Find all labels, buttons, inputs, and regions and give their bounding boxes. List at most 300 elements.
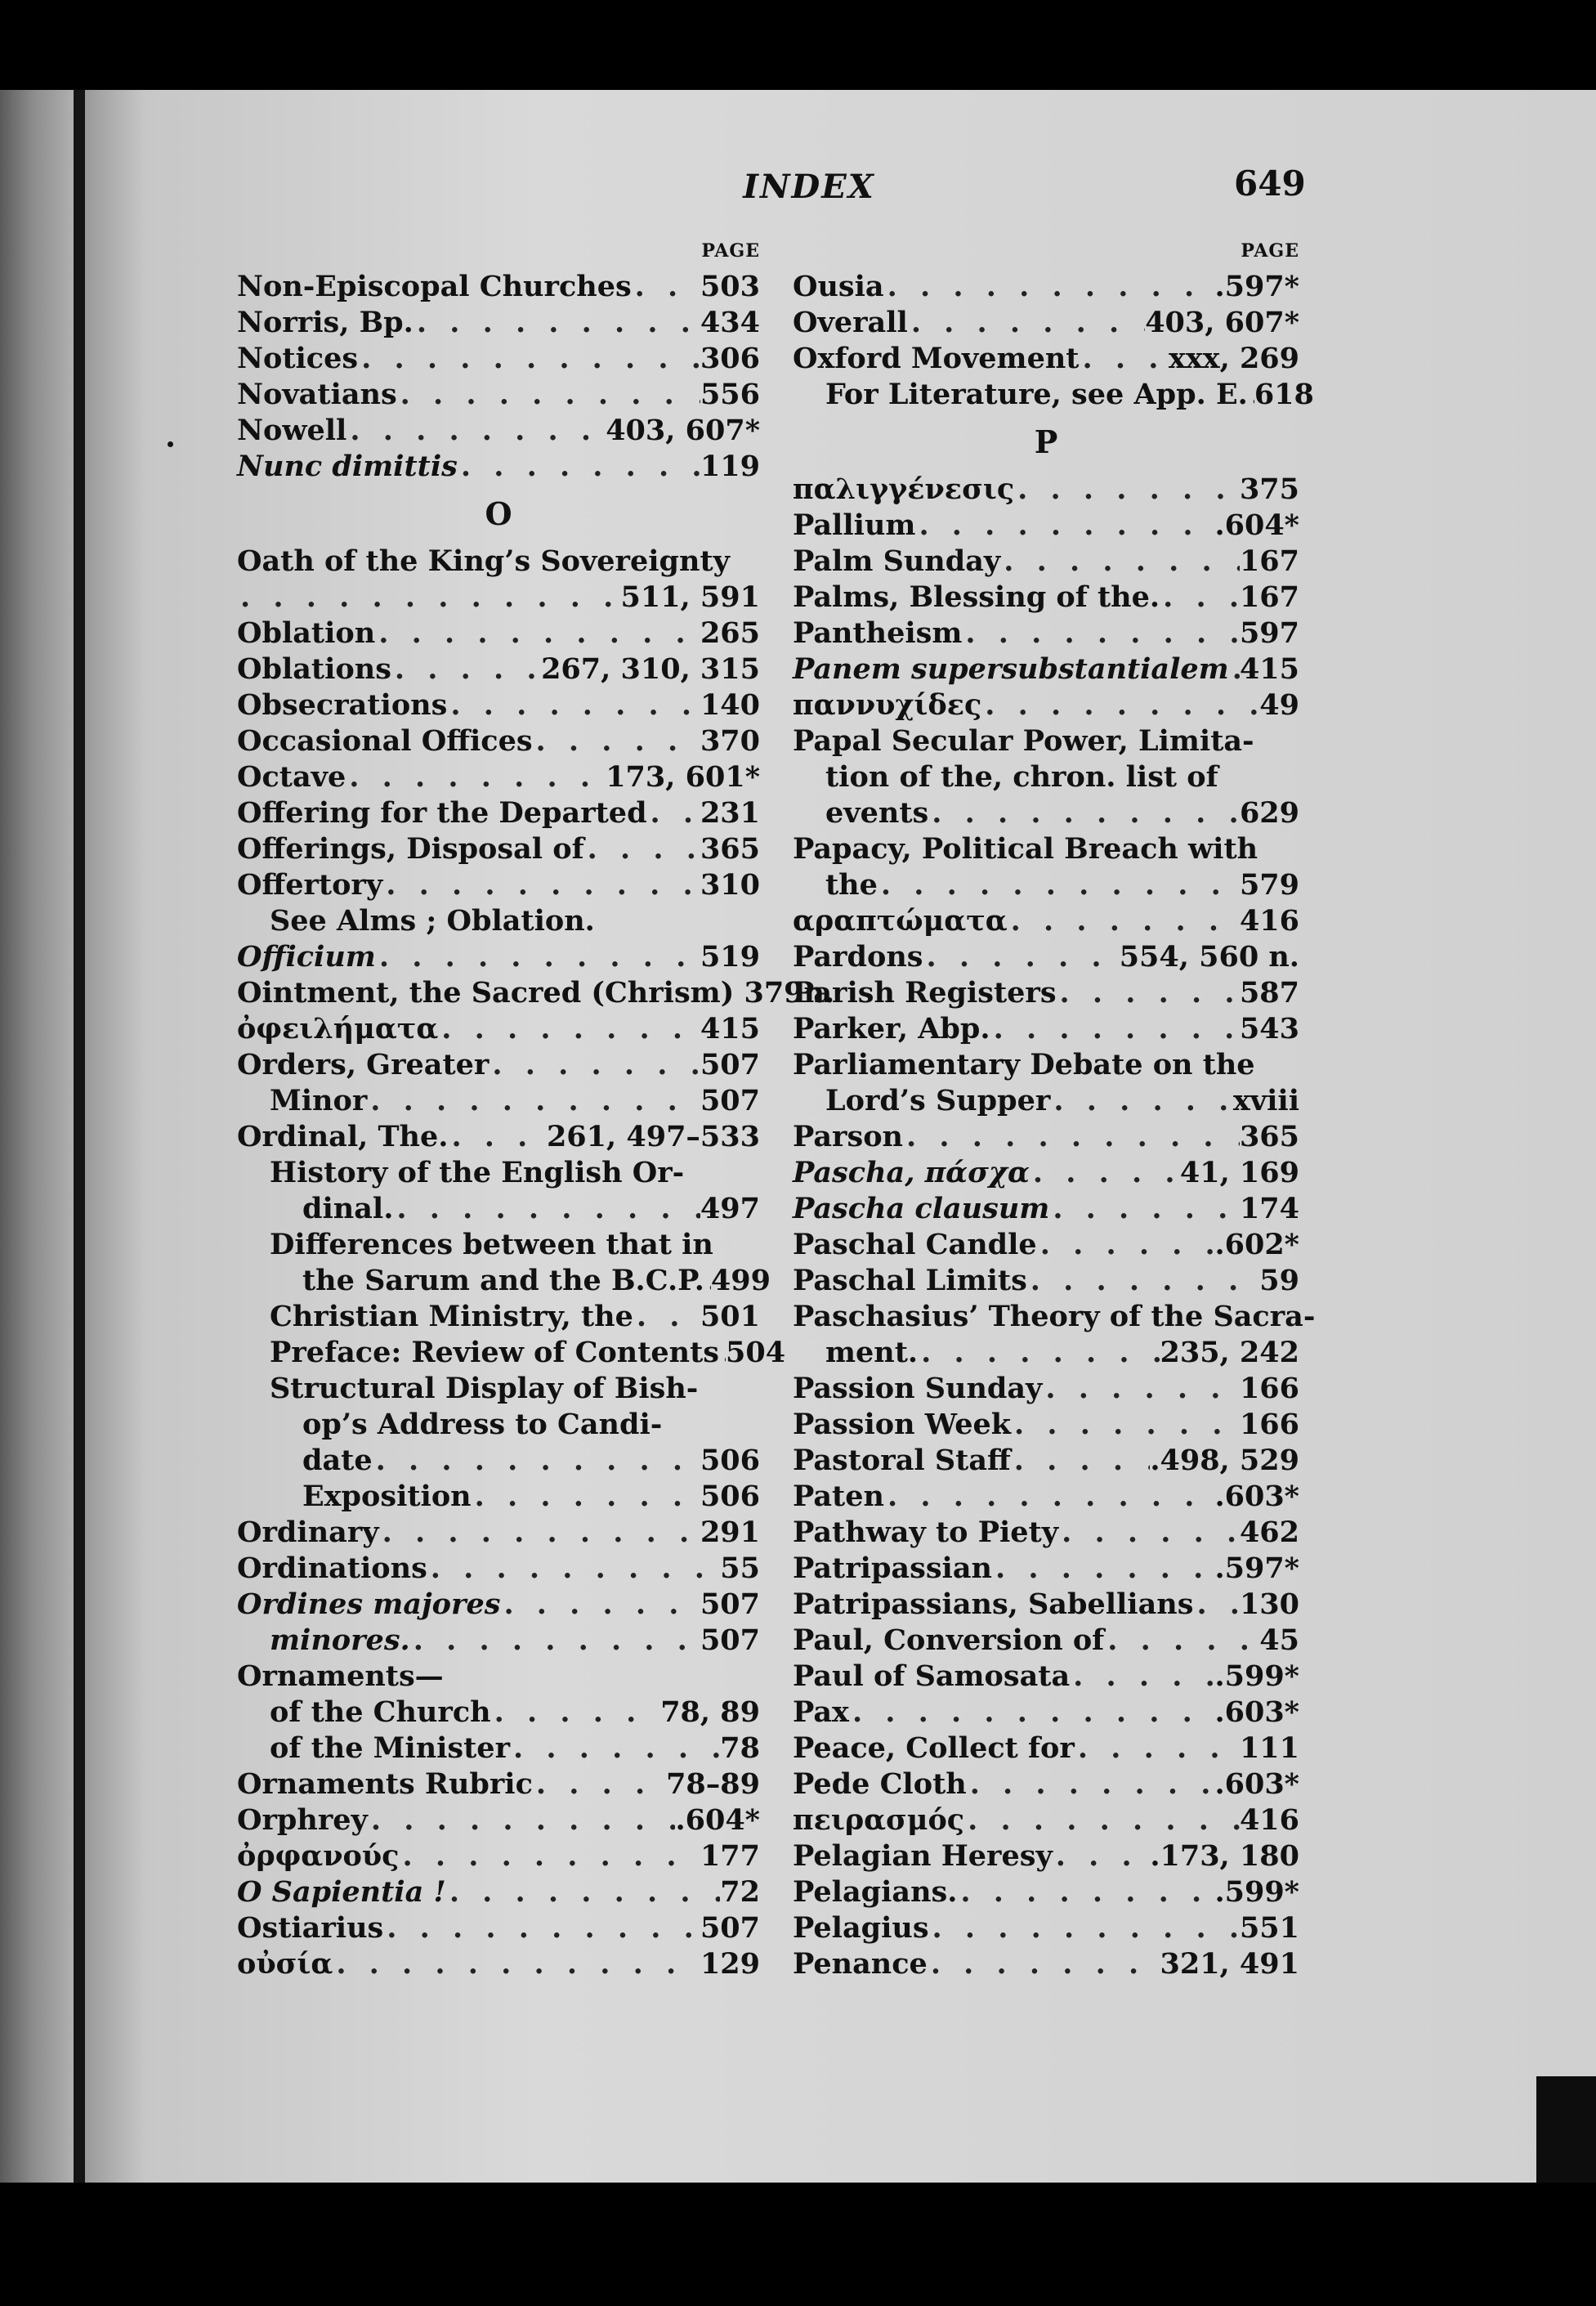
leader-dots (915, 508, 1214, 544)
index-entry (793, 1623, 1299, 1659)
index-term: Pardons (793, 940, 923, 974)
index-term: Pallium (793, 508, 916, 542)
index-term: Ornaments Rubric (237, 1767, 533, 1801)
index-term: Exposition (302, 1480, 472, 1513)
index-term: παλιγγένεσις (793, 472, 1015, 506)
leader-dots (1014, 472, 1240, 508)
index-page-ref: 177 (700, 1839, 760, 1873)
right-column (793, 233, 1316, 1982)
leader-dots (367, 1083, 700, 1119)
index-term: O Sapientia ! (237, 1875, 446, 1909)
index-entry (793, 1479, 1299, 1515)
leader-dots (382, 867, 700, 903)
index-entry (793, 1047, 1299, 1083)
index-entry (237, 1910, 760, 1946)
leader-dots (964, 1802, 1240, 1838)
index-entry (237, 759, 760, 795)
index-term: See Alms ; Oblation. (270, 904, 595, 938)
index-term: Norris, Bp. (237, 306, 414, 339)
index-page-ref: 365 (1239, 1120, 1299, 1153)
index-term: the Sarum and the B.C.P. (302, 1264, 704, 1297)
index-page-ref: 49 (1259, 688, 1299, 722)
index-entry (237, 1946, 760, 1982)
leader-dots (1058, 1515, 1240, 1551)
index-term: Christian Ministry, the (270, 1300, 633, 1333)
index-page-ref: .599* (1214, 1659, 1299, 1693)
leader-dots (1030, 1155, 1180, 1191)
index-term: Passion Sunday (793, 1372, 1043, 1405)
index-term: Ordinary (237, 1516, 379, 1549)
index-term: Parliamentary Debate on the (793, 1048, 1255, 1081)
leader-dots (346, 759, 606, 795)
index-term: οὐσία (237, 1947, 333, 1981)
leader-dots (448, 1119, 547, 1155)
leader-dots (446, 1874, 720, 1910)
index-entry (237, 1443, 760, 1479)
index-entry (793, 544, 1299, 580)
index-page-ref: .603* (1214, 1767, 1299, 1801)
index-page-ref: 235, 242 (1160, 1336, 1299, 1369)
leader-dots (1248, 377, 1254, 413)
leader-dots (376, 939, 700, 975)
index-page-ref: 365 (700, 832, 760, 866)
leader-dots (981, 687, 1259, 723)
index-entry (237, 1623, 760, 1659)
leader-dots (1011, 1407, 1240, 1443)
index-entry (793, 939, 1299, 975)
index-term: Paschal Candle (793, 1228, 1037, 1261)
index-term: Oath of the King’s Sovereignty (237, 544, 730, 578)
leader-dots (878, 867, 1240, 903)
index-entry (237, 544, 760, 580)
index-term: Notices (237, 342, 359, 375)
index-page-ref: 497 (700, 1192, 760, 1225)
index-entry (237, 413, 760, 449)
index-term: Pelagius (793, 1911, 929, 1945)
leader-dots (908, 305, 1145, 341)
page-corner-shadow (1536, 2076, 1596, 2183)
index-entry (793, 1263, 1299, 1299)
facing-page-edge (0, 90, 78, 2183)
index-entry (793, 1011, 1299, 1047)
index-term: Structural Display of Bish- (270, 1372, 699, 1405)
index-entry (793, 1587, 1299, 1623)
index-entry (237, 1191, 760, 1227)
index-term: Papal Secular Power, Limita- (793, 724, 1254, 758)
index-page-ref: .498, 529 (1150, 1444, 1299, 1477)
leader-dots (929, 1910, 1240, 1946)
index-page-ref: 140 (700, 688, 760, 722)
index-entry (237, 1479, 760, 1515)
index-page-ref: 370 (700, 724, 760, 758)
index-entry (237, 795, 760, 831)
leader-dots (990, 1011, 1240, 1047)
leader-dots (1075, 1731, 1240, 1766)
leader-dots (489, 1047, 700, 1083)
index-term: Ordinations (237, 1552, 427, 1585)
index-term: Nowell (237, 414, 347, 447)
index-entry (793, 1227, 1299, 1263)
leader-dots (1229, 652, 1240, 687)
leader-dots (491, 1695, 661, 1731)
leader-dots (1008, 903, 1240, 939)
index-page-ref: 174 (1239, 1192, 1299, 1225)
index-term: For Literature, see App. E. (825, 378, 1248, 411)
index-entry (237, 1263, 771, 1299)
index-term: dinal. (302, 1192, 394, 1225)
index-page-ref: 629 (1239, 796, 1299, 830)
index-entry (237, 831, 760, 867)
index-entry (793, 759, 1299, 795)
margin-mark (168, 441, 173, 447)
index-entry (793, 1371, 1299, 1407)
index-entry (237, 687, 760, 723)
leader-dots (427, 1551, 721, 1587)
index-entry (237, 1119, 760, 1155)
index-term: Ordines majores (237, 1587, 501, 1621)
index-page-ref: 261, 497–533 (546, 1120, 760, 1153)
index-term: Occasional Offices (237, 724, 533, 758)
index-entry (793, 831, 1299, 867)
index-entry (237, 1299, 760, 1335)
index-term: Octave (237, 760, 346, 794)
index-page-ref: 267, 310, 315 (541, 652, 760, 686)
leader-dots (410, 1623, 700, 1659)
leader-dots (1049, 1191, 1240, 1227)
index-entry (237, 377, 760, 413)
index-term: Non-Episcopal Churches (237, 270, 632, 303)
index-term: Paschasius’ Theory of the Sacra- (793, 1300, 1316, 1333)
index-term: Orders, Greater (237, 1048, 490, 1081)
index-entry (237, 1659, 760, 1695)
index-page-ref: 78–89 (666, 1767, 760, 1801)
leader-dots (397, 377, 700, 413)
leader-dots (923, 939, 1119, 975)
leader-dots (237, 580, 621, 616)
index-page-ref: xviii (1232, 1084, 1299, 1117)
index-term: Passion Week (793, 1408, 1011, 1441)
leader-dots (957, 1874, 1214, 1910)
leader-dots (704, 1263, 711, 1299)
index-term: Pelagians. (793, 1875, 958, 1909)
index-entry (793, 1946, 1299, 1982)
index-term: Orphrey (237, 1803, 368, 1837)
index-page-ref: 231 (700, 796, 760, 830)
index-term: Ointment, the Sacred (Chrism) 379n. (237, 976, 835, 1010)
index-entry (793, 652, 1299, 687)
index-term: Panem supersubstantialem (793, 652, 1229, 686)
index-page-ref: 403, 607* (606, 414, 760, 447)
index-page-ref: 130 (1239, 1587, 1299, 1621)
leader-dots (903, 1119, 1240, 1155)
index-page-ref: .603* (1214, 1480, 1299, 1513)
leader-dots (1193, 1587, 1240, 1623)
book-gutter (74, 90, 85, 2183)
leader-dots (447, 687, 700, 723)
index-term: Oxford Movement (793, 342, 1080, 375)
index-term: Paul, Conversion of (793, 1623, 1105, 1657)
index-term: Novatians (237, 378, 397, 411)
index-term: Ostiarius (237, 1911, 384, 1945)
index-entry (237, 1551, 760, 1587)
index-page-ref: 556 (700, 378, 760, 411)
index-page-ref: 129 (700, 1947, 760, 1981)
index-entry (237, 1515, 760, 1551)
leader-dots (1057, 975, 1240, 1011)
index-entry (793, 1731, 1299, 1766)
index-entry (237, 1407, 760, 1443)
index-page-ref: 72 (720, 1875, 760, 1909)
index-entry (793, 1838, 1299, 1874)
leader-dots (1104, 1623, 1259, 1659)
section-letter-o: O (485, 495, 512, 532)
index-page-ref: 111 (1239, 1731, 1299, 1765)
index-term: Patripassian (793, 1552, 992, 1585)
index-entry (237, 652, 760, 687)
index-entry (793, 305, 1299, 341)
index-page-ref: 306 (700, 342, 760, 375)
index-page-ref: 265 (700, 616, 760, 650)
index-term: Palm Sunday (793, 544, 1001, 578)
index-entry (237, 1083, 760, 1119)
index-entry (237, 1766, 760, 1802)
leader-dots (632, 269, 700, 305)
left-top-entries (237, 269, 760, 485)
index-entry (237, 723, 760, 759)
leader-dots (414, 305, 700, 341)
leader-dots (918, 1335, 1160, 1371)
leader-dots (1053, 1838, 1151, 1874)
index-entry (793, 903, 1299, 939)
leader-dots (633, 1299, 700, 1335)
index-page-ref: 503 (700, 270, 760, 303)
index-entry (237, 1371, 760, 1407)
index-entry (793, 1407, 1299, 1443)
section-letter-p: P (1034, 423, 1058, 460)
index-term: Differences between that in (270, 1228, 713, 1261)
index-term: Nunc dimittis (237, 450, 458, 483)
index-page-ref: 45 (1259, 1623, 1299, 1657)
index-entry (793, 1515, 1299, 1551)
index-term: History of the English Or- (270, 1156, 685, 1189)
index-term: Peace, Collect for (793, 1731, 1075, 1765)
index-entry (237, 449, 760, 485)
index-page-ref: 415 (700, 1012, 760, 1046)
index-page-ref: 166 (1239, 1408, 1299, 1441)
index-entry (237, 1227, 760, 1263)
index-page-ref: 434 (700, 306, 760, 339)
index-entry (793, 1299, 1316, 1335)
index-entry (793, 795, 1299, 831)
index-page-ref: 291 (700, 1516, 760, 1549)
index-page-ref: 321, 491 (1160, 1947, 1299, 1981)
index-term: Paschal Limits (793, 1264, 1027, 1297)
index-page-ref: 415 (1239, 652, 1299, 686)
index-page-ref: xxx, 269 (1168, 342, 1299, 375)
index-term: the (825, 868, 878, 902)
index-entry (237, 1335, 786, 1371)
leader-dots (472, 1479, 700, 1515)
leader-dots (333, 1946, 700, 1982)
index-term: παννυχίδες (793, 688, 982, 722)
index-term: Offering for the Departed (237, 796, 647, 830)
index-page-ref: 167 (1239, 580, 1299, 614)
index-term: Pascha, πάσχα (793, 1156, 1030, 1189)
leader-dots (1070, 1659, 1214, 1695)
index-entry (793, 1191, 1299, 1227)
index-term: Offerings, Disposal of (237, 832, 584, 866)
index-page-ref: 579 (1239, 868, 1299, 902)
index-entry (793, 1119, 1299, 1155)
page-column-label: PAGE (701, 240, 760, 262)
index-term: Pelagian Heresy (793, 1839, 1053, 1873)
index-entry (793, 1802, 1299, 1838)
leader-dots (375, 616, 700, 652)
leader-dots (584, 831, 700, 867)
index-entry (237, 1011, 760, 1047)
leader-dots (849, 1695, 1215, 1731)
index-entry (793, 1335, 1299, 1371)
leader-dots (379, 1515, 700, 1551)
index-entry (793, 723, 1299, 759)
index-entry (237, 1587, 760, 1623)
index-term: Oblations (237, 652, 391, 686)
index-entry (793, 508, 1299, 544)
index-entry (237, 1802, 760, 1838)
leader-dots (500, 1587, 700, 1623)
index-entry (793, 1551, 1299, 1587)
index-entry (793, 1443, 1299, 1479)
index-term: Penance (793, 1947, 928, 1981)
index-page-ref: 173, 601* (606, 760, 760, 794)
index-term: Lord’s Supper (825, 1084, 1051, 1117)
index-page-ref: .173, 180 (1150, 1839, 1299, 1873)
leader-dots (533, 723, 700, 759)
index-entry (793, 377, 1314, 413)
leader-dots (1050, 1083, 1233, 1119)
leader-dots (1037, 1227, 1215, 1263)
index-page-ref: .604* (675, 1803, 760, 1837)
index-term: Pax (793, 1695, 849, 1729)
index-entry (793, 472, 1299, 508)
index-term: Parker, Abp. (793, 1012, 990, 1046)
leader-dots (884, 1479, 1214, 1515)
index-page-ref: .604* (1214, 508, 1299, 542)
index-page-ref: 403, 607* (1145, 306, 1299, 339)
index-page-ref: 499 (710, 1264, 771, 1297)
index-page-ref: 511, 591 (620, 580, 760, 614)
index-entry (793, 1874, 1299, 1910)
index-term: Patripassians, Sabellians (793, 1587, 1194, 1621)
right-top-entries (793, 269, 1314, 413)
index-entry (237, 1695, 760, 1731)
index-term: ὀρφανούς (237, 1839, 400, 1873)
leader-dots (533, 1766, 666, 1802)
leader-dots (391, 652, 541, 687)
index-page-ref: 416 (1239, 1803, 1299, 1837)
leader-dots (399, 1838, 700, 1874)
leader-dots (346, 413, 606, 449)
index-entry (793, 975, 1299, 1011)
index-entry (793, 1083, 1299, 1119)
index-entry (237, 1874, 760, 1910)
leader-dots (358, 341, 700, 377)
index-page-ref: 507 (700, 1911, 760, 1945)
index-entry (237, 341, 760, 377)
index-term: minores. (270, 1623, 410, 1657)
leader-dots (383, 1910, 700, 1946)
index-term: date (302, 1444, 373, 1477)
index-page-ref: .597* (1214, 1552, 1299, 1585)
index-term: αραπτώματα (793, 904, 1008, 938)
page-number: 649 (1234, 163, 1306, 204)
index-term: tion of the, chron. list of (825, 760, 1218, 794)
index-page-ref: 119 (700, 450, 760, 483)
index-entry (793, 687, 1299, 723)
index-term: Pascha clausum (793, 1192, 1050, 1225)
index-term: Ordinal, The. (237, 1120, 449, 1153)
index-term: Obsecrations (237, 688, 448, 722)
index-entry (237, 1838, 760, 1874)
index-term: Paten (793, 1480, 884, 1513)
running-head: INDEX (743, 168, 875, 206)
index-page-ref: 543 (1239, 1012, 1299, 1046)
leader-dots (1011, 1443, 1151, 1479)
index-term: events (825, 796, 929, 830)
leader-dots (1000, 544, 1240, 580)
index-term: ὀφειλήματα (237, 1012, 439, 1046)
index-page-ref: .597* (1214, 270, 1299, 303)
index-page-ref: 597 (1239, 616, 1299, 650)
leader-dots (1079, 341, 1169, 377)
index-term: Parish Registers (793, 976, 1057, 1010)
index-entry (793, 867, 1299, 903)
index-entry (793, 341, 1299, 377)
index-term: Overall (793, 306, 908, 339)
index-entry (237, 867, 760, 903)
index-entry (793, 1659, 1299, 1695)
index-entry (793, 616, 1299, 652)
index-page-ref: 78 (720, 1731, 760, 1765)
index-page-ref: .602* (1214, 1228, 1299, 1261)
index-entry (237, 580, 760, 616)
index-page-ref: 618 (1254, 378, 1314, 411)
index-page-ref: 587 (1239, 976, 1299, 1010)
index-term: op’s Address to Candi- (302, 1408, 663, 1441)
index-entry (793, 1695, 1299, 1731)
index-entry (793, 1155, 1299, 1191)
index-entry (237, 903, 760, 939)
index-page-ref: 78, 89 (660, 1695, 760, 1729)
leader-dots (647, 795, 700, 831)
index-term: Pantheism (793, 616, 963, 650)
index-term: Pathway to Piety (793, 1516, 1059, 1549)
index-page-ref: 554, 560 n. (1119, 940, 1299, 974)
index-page-ref: 507 (700, 1084, 760, 1117)
leader-dots (438, 1011, 700, 1047)
index-entry (237, 1047, 760, 1083)
index-entry (237, 1155, 760, 1191)
leader-dots (928, 1946, 1160, 1982)
index-term: Pede Cloth (793, 1767, 967, 1801)
index-page-ref: .599* (1214, 1875, 1299, 1909)
index-page-ref: .603* (1214, 1695, 1299, 1729)
leader-dots (719, 1335, 726, 1371)
leader-dots (884, 269, 1215, 305)
index-page-ref: 375 (1239, 472, 1299, 506)
leader-dots (1027, 1263, 1259, 1299)
index-term: Papacy, Political Breach with (793, 832, 1258, 866)
